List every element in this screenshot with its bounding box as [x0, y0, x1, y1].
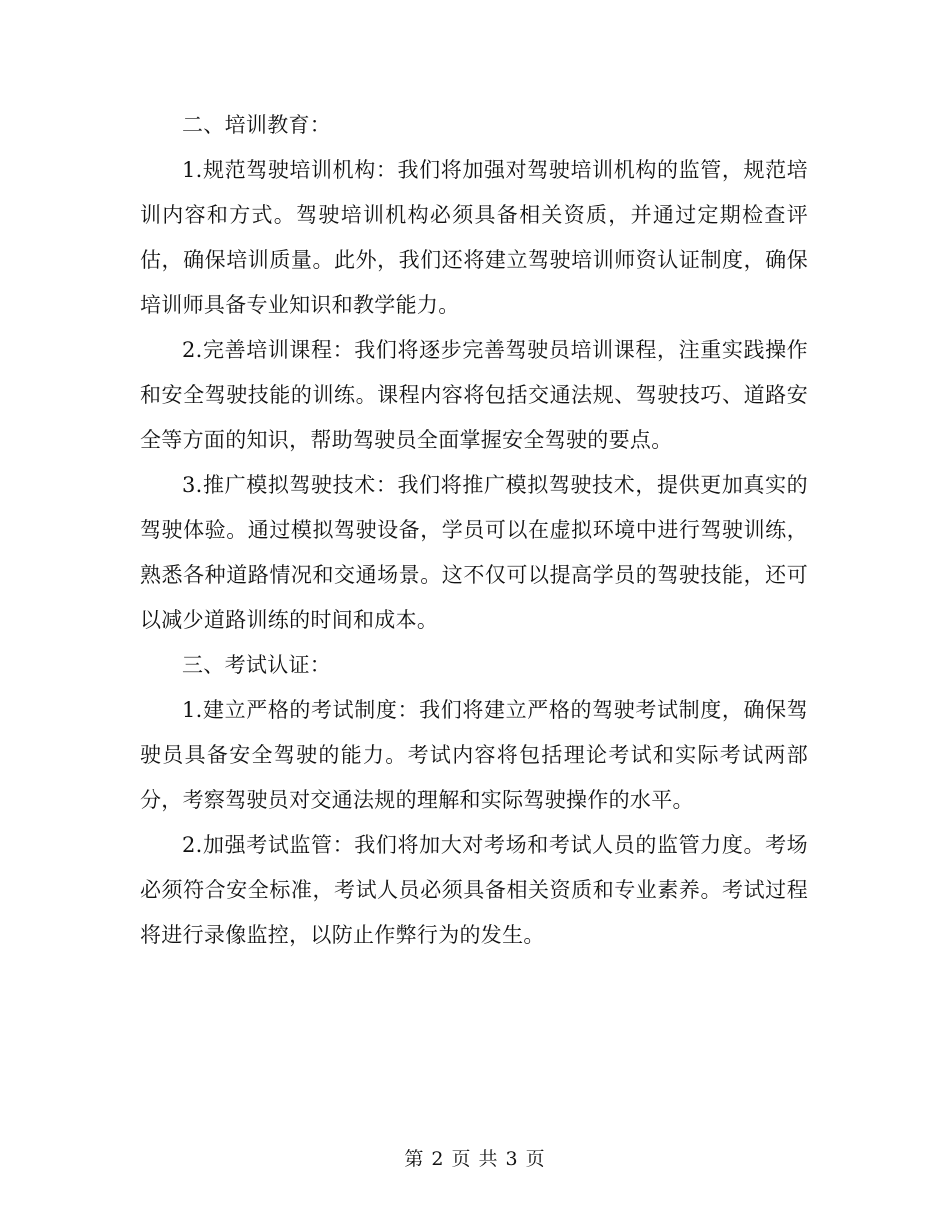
section-heading-training: 二、培训教育： [182, 113, 332, 137]
section-heading-exam: 三、考试认证： [182, 653, 332, 677]
paragraph-simulation-driving: 3.推广模拟驾驶技术：我们将推广模拟驾驶技术，提供更加真实的驾驶体验。通过模拟驾驶设备，学员可以在虚拟环境中进行驾驶训练，熟悉各种道路情况和交通场景。这不仅可以提高学员的驾驶技能，还可以减少道路训练的时间和成本。 [140, 473, 808, 632]
paragraph-training-institutions: 1.规范驾驶培训机构：我们将加强对驾驶培训机构的监管，规范培训内容和方式。驾驶培训机构必须具备相关资质，并通过定期检查评估，确保培训质量。此外，我们还将建立驾驶培训师资认证制度，确保培训师具备专业知识和教学能力。 [140, 158, 808, 317]
page-number-footer: 第 2 页 共 3 页 [404, 1148, 546, 1170]
document-body [140, 103, 808, 958]
paragraph-training-courses: 2.完善培训课程：我们将逐步完善驾驶员培训课程，注重实践操作和安全驾驶技能的训练。课程内容将包括交通法规、驾驶技巧、道路安全等方面的知识，帮助驾驶员全面掌握安全驾驶的要点。 [140, 338, 808, 452]
paragraph-exam-supervision: 2.加强考试监管：我们将加大对考场和考试人员的监管力度。考场必须符合安全标准，考试人员必须具备相关资质和专业素养。考试过程将进行录像监控，以防止作弊行为的发生。 [140, 833, 808, 947]
paragraph-exam-system: 1.建立严格的考试制度：我们将建立严格的驾驶考试制度，确保驾驶员具备安全驾驶的能力。考试内容将包括理论考试和实际考试两部分，考察驾驶员对交通法规的理解和实际驾驶操作的水平。 [140, 698, 808, 812]
